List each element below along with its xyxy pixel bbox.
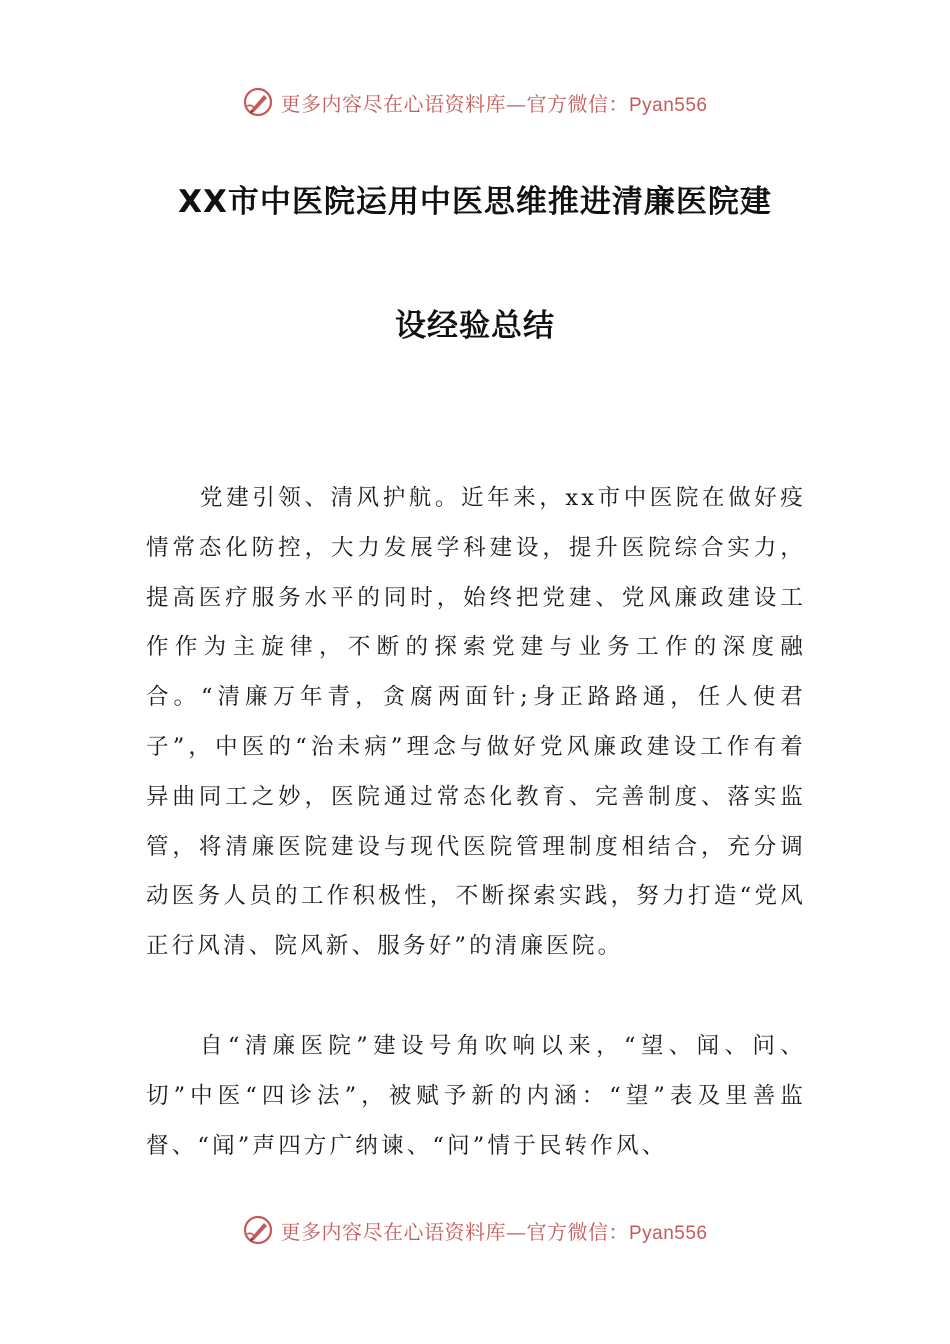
body-paragraph-1: 党建引领、清风护航。近年来，xx市中医院在做好疫情常态化防控，大力发展学科建设，提升医院综合实力，提高医疗服务水平的同时，始终把党建、党风廉政建设工作作为主旋律，不断的探索党建与业务工作的深度融合。“清廉万年青，贪腐两面针;身正路路通，任人使君子”，中医的“治未病”理念与做好党风廉政建设工作有着异曲同工之妙，医院通过常态化教育、完善制度、落实监管，将清廉医院建设与现代医院管理制度相结合，充分调动医务人员的工作积极性，不断探索实践，努力打造“党风正行风清、院风新、服务好”的清廉医院。: [146, 485, 806, 960]
document-title-line-2: 设经验总结: [395, 308, 555, 344]
body-paragraph-2: 自“清廉医院”建设号角吹响以来，“望、闻、问、切”中医“四诊法”，被赋予新的内涵：“望”表及里善监督、“闻”声四方广纳谏、“问”情于民转作风、: [146, 1033, 806, 1159]
document-title-line-1: XX市中医院运用中医思维推进清廉医院建: [178, 184, 772, 220]
watermark-banner-bottom: [0, 1210, 950, 1250]
pen-logo-icon: [242, 86, 274, 118]
watermark-prefix: 更多内容尽在心语资料库—官方微信：: [280, 91, 629, 116]
watermark-banner-top: [0, 82, 950, 122]
watermark-account: Pyan556: [628, 1222, 708, 1244]
watermark-text: [280, 1216, 707, 1245]
watermark-text: [280, 88, 707, 117]
watermark-prefix: 更多内容尽在心语资料库—官方微信：: [280, 1219, 629, 1244]
pen-logo-icon: [242, 1214, 274, 1246]
watermark-account: Pyan556: [628, 94, 708, 116]
